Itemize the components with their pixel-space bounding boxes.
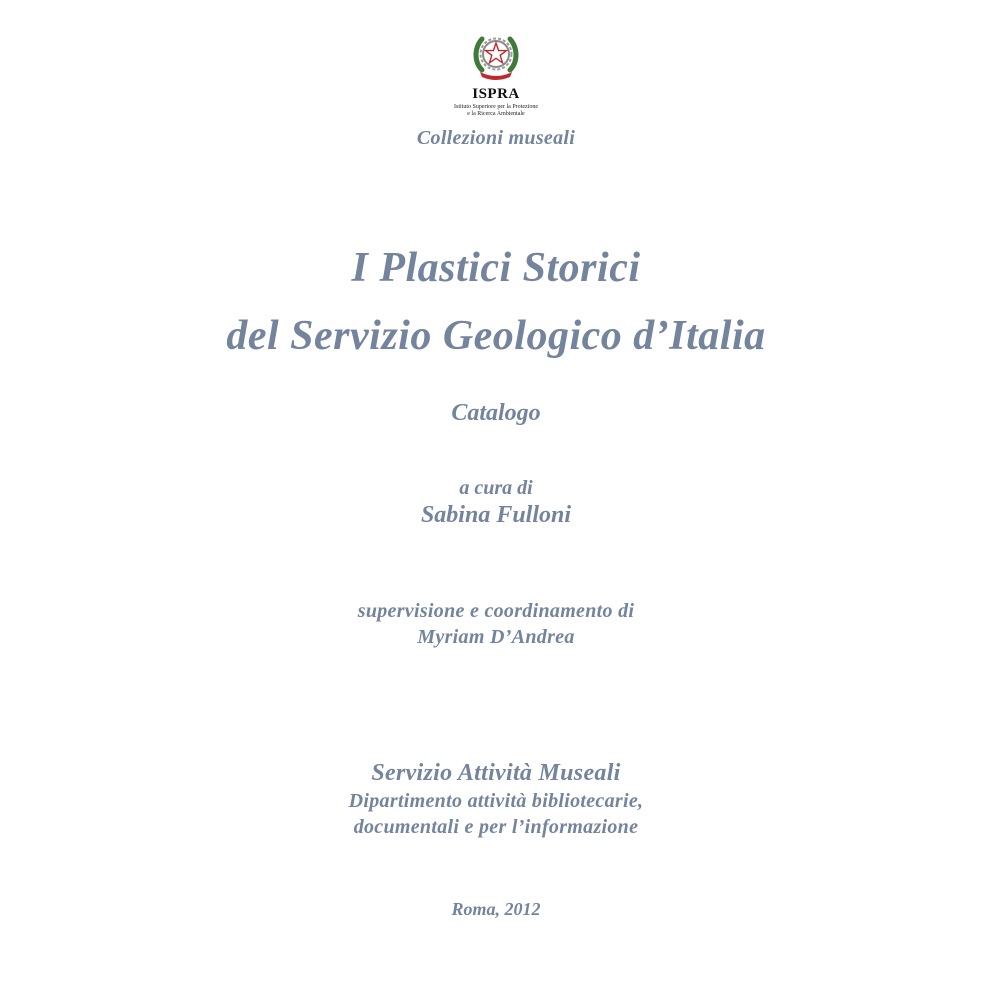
supervision-intro: supervisione e coordinamento di <box>357 600 635 622</box>
italian-republic-emblem-icon <box>470 30 522 82</box>
title-line-1: I Plastici Storici <box>351 245 641 291</box>
ispra-logo-subtitle-line-1: Istituto Superiore per la Protezione <box>454 104 538 110</box>
service-name: Servizio Attività Museali <box>371 760 621 786</box>
ispra-logo-name: ISPRA <box>472 86 520 102</box>
place-date: Roma, 2012 <box>451 899 541 919</box>
editor-intro: a cura di <box>459 477 533 499</box>
department-line-2: documentali e per l’informazione <box>353 816 639 838</box>
subtitle: Catalogo <box>451 400 541 426</box>
supervision-name: Myriam D’Andrea <box>417 626 575 648</box>
title-line-2: del Servizio Geologico d’Italia <box>226 313 766 359</box>
department-line-1: Dipartimento attività bibliotecarie, <box>348 790 644 812</box>
series-name: Collezioni museali <box>416 127 576 149</box>
ispra-logo-subtitle-line-2: e la Ricerca Ambientale <box>467 111 525 117</box>
editor-name: Sabina Fulloni <box>420 502 572 528</box>
